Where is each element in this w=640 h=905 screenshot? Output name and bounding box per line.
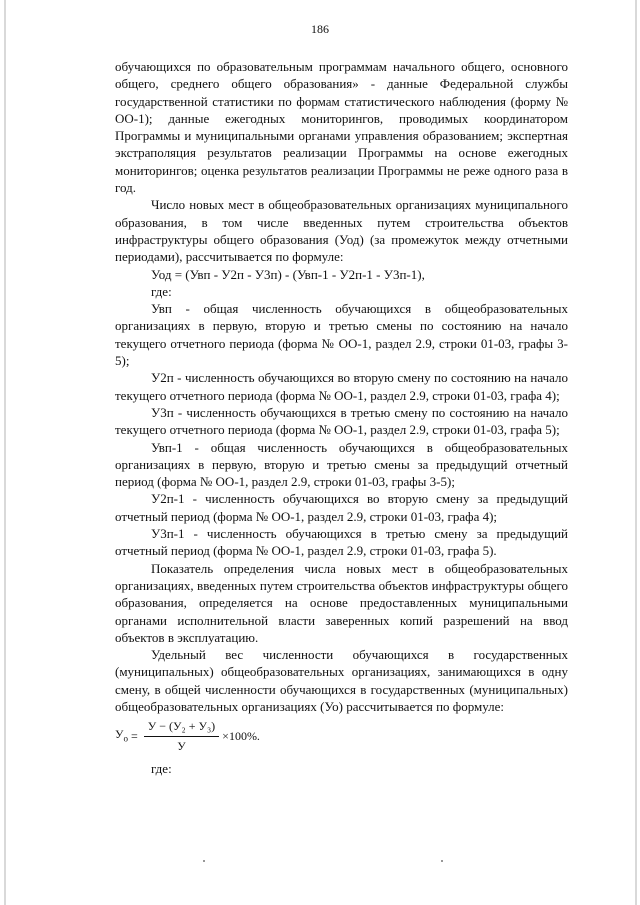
definition-text: - численность обучающихся в третью смену за предыдущий отчетный период (форма № ОО-1, раздел 2.9, строки 01-03, графа 5). [115,526,568,559]
definition-term: У3п [151,404,174,420]
definition-term: У3п-1 [151,526,185,542]
formula-tail: ×100%. [222,729,260,744]
definition-uvp [115,300,568,369]
definition-text: - численность обучающихся во вторую смену по состоянию на начало текущего отчетного периода (форма № ОО-1, раздел 2.9, строки 01-03, графа 4); [115,370,568,403]
definition-text: - численность обучающихся в третью смену по состоянию на начало текущего отчетного периода (форма № ОО-1, раздел 2.9, строки 01-03, графа 5); [115,404,568,438]
document-body [115,58,568,778]
definition-term: У2п [151,370,174,386]
formula-uo [115,719,568,754]
scan-specks [0,860,640,864]
definition-u2p-1 [115,490,568,525]
page-number: 186 [311,22,329,36]
definition-term: Увп [151,301,172,317]
formula-numerator: У − (У₂ + У₃) [144,719,219,737]
definition-u2p [115,369,568,404]
definition-u3p-1 [115,525,568,560]
page-edge-left [4,0,6,905]
where-label-2: где: [151,761,172,777]
where-label-1: где: [151,283,172,299]
scan-speck [203,860,205,862]
formula-lhs: $У_о$ [115,727,128,744]
scan-speck [441,860,443,862]
paragraph-1: обучающихся по образовательным программам начального общего, основного общего, среднего общего образования» - данные Федеральной службы государственной статистики по формам статистического наблюдения (форму № ОО-1); данные ежегодных мониторингов, проводимых координатором Программы и муниципальными органами управления образованием; экспертная экстраполяция результатов реализации Программы на основе ежегодных мониторингов; оценка результатов реализации Программы не реже одного раза в год. [115,59,568,196]
formula-uod: Уод = (Увп - У2п - У3п) - (Увп-1 - У2п-1 - У3п-1), [151,266,425,282]
formula-equals: = [131,729,138,744]
definition-text: - общая численность обучающихся в общеобразовательных организациях в первую, вторую и третью смены за предыдущий отчетный период (форма № ОО-1, раздел 2.9, строки 01-03, графы 3-5); [115,439,568,490]
page-edge-right [635,0,637,905]
definition-uvp-1 [115,439,568,491]
definition-term: Увп-1 [151,439,183,455]
formula-fraction [144,719,219,754]
definition-u3p [115,404,568,439]
definition-term: У2п-1 [151,491,185,507]
definition-text: - численность обучающихся во вторую смену за предыдущий отчетный период (форма № ОО-1, раздел 2.9, строки 01-03, графа 4); [115,491,568,524]
paragraph-2: Число новых мест в общеобразовательных организациях муниципального образования, в том числе введенных путем строительства объектов инфраструктуры общего образования (Уод) (за промежуток между отчетными периодами), рассчитывается по формуле: [115,197,568,265]
paragraph-3: Показатель определения числа новых мест в общеобразовательных организациях, введенных путем строительства объектов инфраструктуры общего образования, определяется на основе предоставленных муниципальными органами исполнительной власти заверенных копий разрешений на ввод объектов в эксплуатацию. [115,560,568,645]
formula-denominator: У [177,739,186,754]
paragraph-4: Удельный вес численности обучающихся в государственных (муниципальных) общеобразовательных организациях, занимающихся в одну смену, в общей численности обучающихся в государственных (муниципальных) общеобразовательных организациях (Уо) рассчитывается по формуле: [115,647,568,714]
definition-text: - общая численность обучающихся в общеобразовательных организациях в первую, вторую и третью смены по состоянию на начало текущего отчетного периода (форма № ОО-1, раздел 2.9, строки 01-03, графы 3-5); [115,301,568,369]
